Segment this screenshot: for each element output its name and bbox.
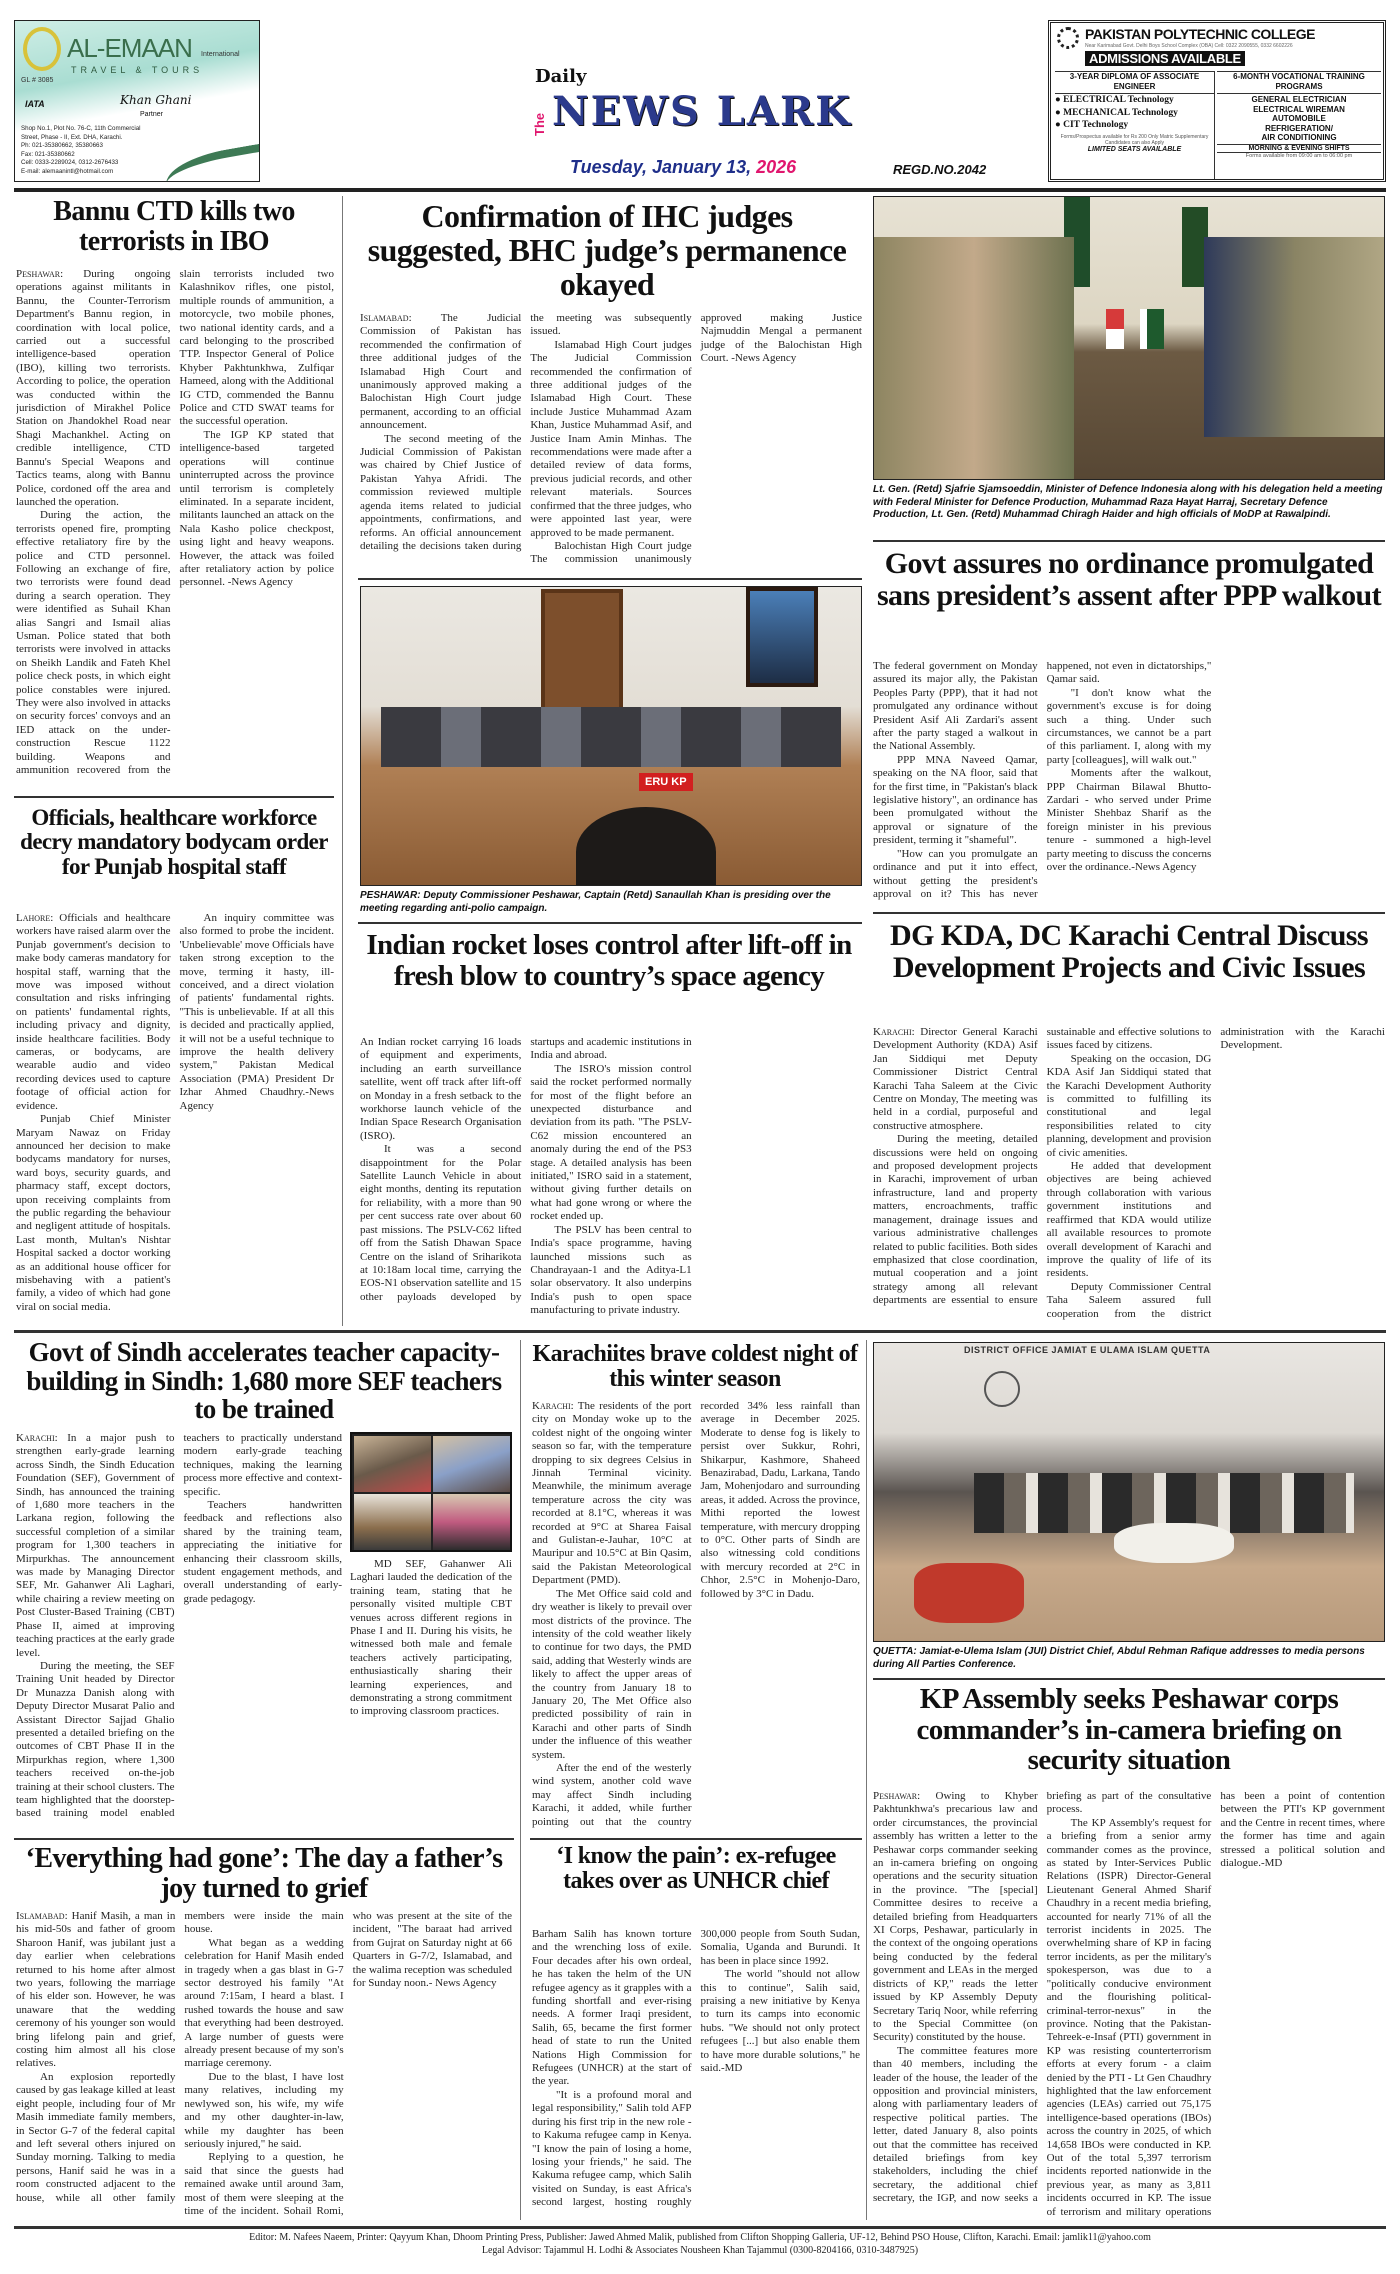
photo-quetta-conference [873, 1342, 1385, 1642]
person-foreground [914, 1563, 1024, 1623]
paragraph: : Hanif Masih, a man in his mid-50s and father of groom Sharoon Hanif, was jubilant just a day earlier when celebrations returned to his home after almost two years, following the marriage of his elder son. However, he was unaware that the wedding ceremony of his younger son would bring lifelong pain and grief, costing him almost all his close relatives. [16, 1910, 176, 2070]
dateline: Karachi [532, 1400, 571, 1412]
caption-polio: PESHAWAR: Deputy Commissioner Peshawar, Captain (Retd) Sanaullah Khan is presiding over the meeting regarding anti-polio campaign. [360, 890, 831, 914]
footer-rule [14, 2226, 1386, 2229]
diploma-heading: 3-YEAR DIPLOMA OF ASSOCIATE ENGINEER [1069, 72, 1200, 91]
ad-left-col [1055, 71, 1215, 179]
paragraph: MD SEF, Gahanwer Ali Laghari lauded the dedication of the training team, stating that he personally visited multiple CBT venues across different regions in Phase I and II. During his visits, he witnessed both male and female teachers actively participating, enthusiastically sharing their learning experiences, and demonstrating a strong commitment to improving classroom practices. [350, 1558, 512, 1718]
paragraph: The Met Office said cold and dry weather is likely to prevail over most districts of the province. The intensity of the cold weather likely to continue for two days, the PMD said, adding that Westerly winds are likely to affect the upper areas of the country from January 18 to January 20, The Met Office also predicted possibility of rain in Karachi and other parts of Sindh under the influence of this weather system. [532, 1587, 692, 1761]
photo-defence-meeting [873, 196, 1385, 480]
divider [530, 1838, 862, 1840]
masthead-date [570, 157, 796, 178]
diploma-list [1055, 93, 1214, 132]
article-cold [532, 1400, 860, 1832]
ad-list-item: ELECTRICAL WIREMAN [1253, 104, 1345, 114]
ad-list-item: GENERAL ELECTRICIAN [1251, 95, 1347, 104]
paragraph: : The residents of the port city on Monday woke up to the coldest night of the ongoing winter season so far, with the temperature dropping to six degrees Celsius in Jinnah Terminal vicinity. Meanwhile, the minimum average temperature across the city was recorded at 8.1°C, whereas it was recorded at 9°C at Sharea Faisal and Gulistan-e-Jauhar, 10°C at Mauripur and 10.5°C at Bin Qasim, said the Pakistan Meteorological Department (PMD). [532, 1400, 692, 1587]
photo-polio-meeting [360, 586, 862, 886]
paragraph: PPP MNA Naveed Qamar, speaking on the NA floor, said that for the first time, in "Pakistan's black legislative history", an ordinance has been promulgated without the approval or signature of the president, terming it "shameful". [873, 753, 1038, 847]
ad-list-item: AIR CONDITIONING [1261, 133, 1337, 142]
paragraph: Barham Salih has known torture and the wrenching loss of exile. Four decades after his own ordeal, he has taken the helm of the UN refugee agency as it grapples with a funding shortfall and ever-rising needs. A former Iraqi president, Salih, 65, became the first former head of state to run the United Nations High Commission for Refugees (UNHCR) at the start of the year. [532, 1928, 692, 2088]
paragraph: The second meeting of the Judicial Commission of Pakistan was chaired by Chief Justice of Pakistan Yahya Afridi. The commission reviewed multiple agenda items related to judicial appointments, confirmations, and reforms. An official announcement detailing the decisions taken during the meeting was subsequently issued. [360, 312, 692, 552]
paragraph: Deputy Commissioner Central Taha Saleem assured full cooperation from the district administration with the Karachi Development. [1046, 1026, 1385, 1320]
paragraph: Islamabad High Court judges The Judicial Commission recommended the confirmation of three additional judges of the Islamabad High Court. These include Justice Muhammad Azam Khan, Justice Muhammad Asif, and Justice Inam Amin Minhas. The recommendations were made after a detailed review of data forms, previous judicial records, and other relevant materials. Sources confirmed that the three judges, who were appointed last year, were approved to be made permanent. [530, 338, 692, 539]
imprint-line-2: Legal Advisor: Tajammul H. Lodhi & Associates Nousheen Khan Tajammul (0300-8204166, 0310-3487925) [481, 2245, 919, 2256]
headline-rocket: Indian rocket loses control after lift-off in fresh blow to country’s space agency [366, 929, 852, 992]
paragraph: An explosion reportedly caused by gas leakage killed at least eight people, including four of Mr Masih immediate family members, in Sector G-7 of the federal capital and left several others injured on Sunday morning. Talking to media persons, Hanif said he was in a room constructed adjacent to the house, while all other family members were inside the main house. [16, 1910, 344, 2204]
article-grief [16, 1910, 512, 2220]
article-rocket [360, 1036, 862, 1324]
headline-unhcr: ‘I know the pain’: ex-refugee takes over as UNHCR chief [556, 1843, 836, 1895]
headline-cold: Karachiites brave coldest night of this winter season [532, 1341, 858, 1393]
ad-list-item: Ph: 021-35380662, 35380663 [21, 142, 103, 149]
ad-tagline: TRAVEL & TOURS [71, 65, 204, 75]
door [541, 589, 623, 719]
headline-kda: DG KDA, DC Karachi Central Discuss Development Projects and Civic Issues [890, 919, 1368, 984]
masthead-daily: Daily [535, 66, 587, 87]
paragraph: During the meeting, detailed discussions were held on ongoing and proposed development projects in Karachi, improvement of urban infrastructure, land and property matters, encroachments, traffic management, drainage issues and various administrative challenges related to public facilities. Both sides emphasized that close coordination, mutual cooperation and a joint strategy among all relevant departments are essential to ensure sustainable and effective solutions to issues faced by citizens. [873, 1026, 1212, 1307]
ad-list-item: E-mail: alemaanintl@hotmail.com [21, 167, 114, 175]
paragraph: It was a second disappointment for the Polar Satellite Launch Vehicle in about eight months, denting its reputation for reliability, with a more than 90 per cent success rate over about 60 past missions. The PSLV-C62 lifted off from the Satish Dhawan Space Centre on the island of Sriharikota at 10:18am local time, carrying the EOS-N1 observation satellite and 15 other payloads developed by startups and academic institutions in India and abroad. [360, 1036, 692, 1303]
collage-photo [433, 1436, 510, 1492]
forms-timing: Forms available from 09:00 am to 06:00 pm [1217, 152, 1381, 159]
ad-list-item: AUTOMOBILE [1272, 114, 1326, 123]
microphone-table [1114, 1523, 1234, 1563]
ad-list-item: Cell: 0333-2289024, 0312-2676433 [21, 159, 119, 166]
pakistan-flag-icon [1140, 309, 1164, 349]
ad-person-role: Partner [140, 111, 163, 118]
column-rule [866, 1340, 867, 2220]
paragraph: The IGP KP stated that intelligence-based targeted operations will continue uninterrupted across the province until terrorism is completely eliminated. In a separate incident, militants launched an attack on the Nala Kasho police checkpost, using light and heavy weapons. However, the attack was foiled after retaliatory action by police personnel. -News Agency [179, 428, 334, 589]
divider [873, 1678, 1385, 1680]
paragraph: : Officials and healthcare workers have raised alarm over the Punjab government's decision to make body cameras mandatory for hospital staff, warning that the move was imposed without consultation and risks infringing on patients' fundamental rights, including privacy and dignity, inside healthcare facilities. Body cameras, or bodycams, are wearable audio and video recording devices used to capture footage of official action for evidence. [16, 912, 171, 1112]
paragraph: The KP Assembly's request for a briefing from a senior army commander comes as the province, as stated by Inter-Services Public Relations (ISPR) Director-General Lieutenant General Ahmed Sharif Chaudhry in a recent media briefing, accounted for nearly 71% of all the terrorist incidents in 2025. The overwhelming share of KP in facing terror incidents, as per the military's spokesperson, was due to a "politically conducive environment and the flourishing political-criminal-terror-nexus" in the province. Noting that the Pakistan-Tehreek-e-Insaf (PTI) government in KP was resisting counterterrorism efforts at every forum - a claim denied by the PTI - Lt Gen Chaudhry highlighted that the law enforcement agencies (LEAs) carried out 75,175 intelligence-based operations (IBOs) across the country in 2025, of which 14,658 IBOs were conducted in KP. Out of the total 5,397 terrorism incidents reported nationwide in the previous year, as many as 3,811 incidents occurred in KP. The issue of terrorism and military operations has been a point of contention between the PTI's KP government and the Centre in recent times, where the former has time and again stressed a political solution and dialogue.-MD [1046, 1790, 1385, 2218]
shifts: MORNING & EVENING SHIFTS [1217, 144, 1381, 152]
ad-list-item: ● ELECTRICAL Technology [1055, 95, 1174, 105]
masthead-rule [14, 188, 1386, 192]
masthead-the: The [532, 112, 547, 136]
headline-sef: Govt of Sindh accelerates teacher capacity-building in Sindh: 1,680 more SEF teachers to be trained [26, 1337, 502, 1425]
paragraph: Balochistan High Court judge The commission unanimously approved making Justice Najmuddin Mengal a permanent judge of the Balochistan High Court. -News Agency [530, 312, 862, 566]
article-bodycam [16, 912, 334, 1324]
article-sef-col3 [350, 1558, 512, 1832]
seated-officials [381, 707, 841, 767]
paragraph: Due to the blast, I have lost many relatives, including my newlywed son, his wife, my wife and my other daughter-in-law, while my daughter has been seriously injured," he said. [184, 2070, 344, 2150]
divider [873, 540, 1385, 542]
paragraph: During the action, the terrorists opened fire, prompting effective retaliatory fire by the police and CTD personnel. Following an exchange of fire, two terrorists were found dead during a search operation. They were identified as Suhail Khan alias Sangri and Ismail alias Usman. Police stated that both terrorists were involved in attacks on Sheikh Landik and Fateh Khel police check posts, in which eight police constables were injured. They were also involved in attacks on security forces' convoys and an IED attack on the under-construction Rescue 1122 building. Weapons and ammunition recovered from the slain terrorists included two Kalashnikov rifles, one pistol, multiple rounds of ammunition, a motorcycle, two mobile phones, two national identity cards, and a card belonging to the proscribed TTP. Inspector General of Police Khyber Pakhtunkhwa, Zulfiqar Hameed, along with the Additional IG CTD, commended the Bannu Police and CTD SWAT teams for the successful operation. [16, 268, 334, 777]
headline-kp: KP Assembly seeks Peshawar corps commander’s in-camera briefing on security situation [916, 1683, 1342, 1777]
paragraph: : During ongoing operations against militants in Bannu, the Counter-Terrorism Department's Bannu region, in coordination with local police, carried out a successful intelligence-based operation (IBO), killing two terrorists. According to police, the operation was conducted within the jurisdiction of Mirakhel Police Station on Jhandokhel Road near Shagi Machankhel. Acting on credible intelligence, CTD Bannu's Special Weapons and Tactics teams, along with Bannu Police, cordoned off the area and launched the operation. [16, 268, 171, 508]
headline-ordinance: Govt assures no ordinance promulgated sans president’s assent after PPP walkout [876, 547, 1382, 612]
paragraph: The ISRO's mission control said the rocket performed normally for most of the flight before an unexpected disturbance and deviation from its path. "The PSLV-C62 mission encountered an anomaly during the end of the PS3 stage. A detailed analysis has been initiated," ISRO said in a statement, without giving further details on what had gone wrong or where the rocket ended up. [530, 1062, 692, 1223]
article-kda [873, 1026, 1385, 1324]
paragraph: After the end of the westerly wind system, another cold wave may affect Sindh including Karachi, it added, while further pointing out that the country recorded 34% less rainfall than average in December 2025. Moderate to dense fog is likely to persist over Sukkur, Rohri, Shikarpur, Kashmore, Shaheed Benazirabad, Dadu, Larkana, Tando Jam, Mohenjodaro and surrounding areas, it added. Across the province, Mithi reported the lowest temperature, with mercury dropping to 0°C. Other parts of Sindh are also witnessing cold conditions with mercury recorded at 2°C in Chhor, 2.5°C in Mohenjo-Daro, followed by 3°C in Dadu. [532, 1400, 860, 1828]
headline-ihc: Confirmation of IHC judges suggested, BHC judge’s permanence okayed [367, 198, 847, 302]
article-bannu [16, 268, 334, 788]
paragraph: Moments after the walkout, PPP Chairman Bilawal Bhutto-Zardari - who served under Prime Minister Shehbaz Sharif as the foreign minister in his previous tenure - summoned a high-level party meeting to discuss the concerns over the ordinance.-News Agency [1046, 767, 1212, 874]
paragraph: An Indian rocket carrying 16 loads of equipment and experiments, including an earth surveillance satellite, went off track after lift-off on Monday in a fresh setback to the workhorse launch vehicle of the Indian Space Research Organisation (ISRO). [360, 1036, 522, 1142]
dateline: Karachi [16, 1432, 55, 1444]
admissions-banner: ADMISSIONS AVAILABLE [1085, 51, 1245, 66]
divider [14, 1838, 514, 1840]
diploma-note: Forms/Prospectus available for Rs 200 Only Matric Supplementary Candidates can also Apply [1060, 133, 1209, 146]
officials [1204, 237, 1385, 437]
paragraph: : Owing to Khyber Pakhtunkhwa's precarious law and order circumstances, the provincial assembly has written a letter to the Peshawar corps commander seeking an in-camera briefing on ongoing operations and the security situation in the province. "The [special] Committee desires to receive a detailed briefing from Headquarters XI Corps, Peshawar, particularly in the context of the ongoing operations being conducted by the federal government and LEAs in the merged districts of KP," reads the letter issued by KP Assembly Deputy Secretary Tariq Noor, while referring to the Special Committee (on Security) constituted by the house. [873, 1790, 1038, 2044]
paragraph: The world "should not allow this to continue", Salih said, praising a new initiative by Kenya to turn its camps into economic hubs. "We should not only protect refugees [...] but also enable them to have more durable solutions," he said.-MD [700, 1968, 860, 2075]
ad-list-item: Street, Phase - II, Ext. DHA, Karachi. [21, 133, 123, 141]
paragraph: He added that development objectives are being achieved through collaboration with various government institutions and reaffirmed that KDA would utilize all available resources to promote overall development of Karachi and improve the quality of life of its residents. [1046, 1160, 1212, 1280]
indonesia-flag-icon [1106, 309, 1124, 349]
paragraph: What began as a wedding celebration for Hanif Masih ended in tragedy when a gas blast in G-7 sector destroyed his family "At around 7:15am, I heard a blast. I rushed towards the house and saw that everything had been destroyed. A large number of guests were already present because of my son's marriage ceremony. [184, 1936, 344, 2070]
photo-sef-collage [350, 1432, 512, 1552]
column-rule [520, 1340, 521, 2220]
ad-intl: International [201, 51, 240, 58]
column-rule [342, 196, 343, 1326]
divider [14, 796, 334, 798]
collage-photo [354, 1494, 431, 1550]
divider [873, 912, 1385, 914]
section-rule [14, 1330, 1386, 1333]
article-unhcr [532, 1928, 860, 2220]
imprint-line-1: Editor: M. Nafees Naeem, Printer: Qayyum Khan, Dhoom Printing Press, Publisher: Jawed Ahmed Malik, published from Clifton Shopping Galleria, UF-12, Behind PSO House, Clifton, Karachi. Email: jamlik11@yahoo.com [249, 2232, 1151, 2243]
paragraph: The PSLV has been central to India's space programme, having launched missions such as Chandrayaan-1 and the Aditya-L1 solar observatory. It also underpins India's push to open space manufacturing to private industry. [530, 1223, 692, 1317]
paragraph: : Director General Karachi Development Authority (KDA) Asif Jan Siddiqui met Deputy Commissioner District Central Karachi Taha Saleem at the Civic Centre on Monday, The meeting was held in a cordial, purposeful and constructive atmosphere. [873, 1026, 1038, 1132]
paragraph: Teachers handwritten feedback and reflections also shared by the training team, appreciating the initiative for enhancing their classroom skills, student engagement methods, and overall understanding of early-grade pedagogy. [183, 1499, 342, 1605]
article-kp [873, 1790, 1385, 2220]
ad-list-item: Fax: 021-35380662 [21, 150, 75, 158]
paragraph: During the meeting, the SEF Training Unit headed by Director Dr Munazza Danish along with Deputy Director Musarat Palio and Assistant Director Sajjad Ghalio presented a detailed briefing on the outcomes of CBT Phase II in the Mirpurkhas region, where 1,300 teachers received on-the-job training at their school clusters. The team highlighted that the doorstep-based training model enabled teachers to practically understand modern early-grade teaching techniques, making the learning process more effective and context-specific. [16, 1432, 342, 1820]
dateline: Islamabad [16, 1910, 65, 1922]
regd-number: REGD.NO.2042 [893, 162, 987, 177]
paragraph: "I don't know what the government's excuse is for doing such a thing. Under such circumstances, we cannot be a part of this parliament. I, along with my party [colleagues], will walk out." [1046, 686, 1212, 766]
ad-list-item: Shop No.1, Plot No. 76-C, 11th Commercial [21, 125, 141, 132]
paragraph: The committee features more than 40 members, including the leader of the house, the leader of the opposition and provincial ministers, along with parliamentary leaders of respective political parties. The letter, dated January 8, also points out that the committee has received detailed briefings from key stakeholders, including the chief secretary, the additional chief secretary, the IGP, and now seeks a briefing as part of the consultative process. [873, 1790, 1212, 2205]
date-year: 2026 [756, 157, 797, 177]
paragraph: The federal government on Monday assured its major ally, the Pakistan Peoples Party (PPP), that it had not promulgated any ordinance without President Asif Ali Zardari's assent after the party staged a walkout in the National Assembly. [873, 660, 1038, 753]
dateline: Peshawar [873, 1790, 918, 1802]
delegation [874, 237, 1074, 480]
dateline: Lahore [16, 912, 51, 924]
headline-bannu: Bannu CTD kills two terrorists in IBO [53, 196, 295, 257]
date-text: Tuesday, January 13, [570, 157, 752, 177]
head-foreground [576, 807, 716, 886]
ad-brand: AL-EMAAN [67, 33, 192, 63]
divider [358, 922, 862, 924]
paragraph: An inquiry committee was also formed to probe the incident. 'Unbelievable' move Officials have taken strong exception to the move, terming it hasty, ill-conceived, and a direct violation of patients' fundamental rights. "This is unbelievable. If at all this is decided and practically applied, it will not be a useful technique to improve the health delivery system," Pakistan Medical Association (PMA) President Dr Izhar Ahmed Chaudhry.-News Agency [179, 912, 334, 1112]
iata-logo: IATA [25, 99, 45, 109]
article-ordinance [873, 660, 1385, 906]
article-ihc [360, 312, 862, 574]
eru-kp-placard: ERU KP [639, 773, 693, 791]
article-sef-wrap [16, 1432, 512, 1832]
dateline: Islamabad [360, 312, 409, 324]
paragraph: Speaking on the occasion, DG KDA Asif Jan Siddiqui stated that the Karachi Development Authority is committed to fulfilling its constitutional and legal responsibilities related to city planning, development and provision of civic amenities. [1046, 1052, 1212, 1159]
caption-quetta: QUETTA: Jamiat-e-Ulema Islam (JUI) District Chief, Abdul Rehman Rafique addresses to media persons during All Parties Conference. [873, 1646, 1365, 1670]
paragraph: : The Judicial Commission of Pakistan has recommended the confirmation of three additional judges of the Islamabad High Court and unanimously approved making a Balochistan High Court judge permanent, according to an official announcement. [360, 312, 522, 432]
headline-grief: ‘Everything had gone’: The day a father’s joy turned to grief [25, 1843, 503, 1904]
ad-list-item: ● MECHANICAL Technology [1055, 107, 1178, 118]
dateline: Karachi [873, 1026, 912, 1038]
college-name: PAKISTAN POLYTECHNIC COLLEGE [1085, 26, 1315, 42]
emblem-icon [984, 1371, 1020, 1407]
vocational-list [1217, 93, 1381, 143]
masthead-title: NEWS LARK [552, 88, 852, 135]
paragraph: : In a major push to strengthen early-grade learning across Sindh, the Sindh Education Foundation (SEF), Government of Sindh, has announced the training of 1,680 more teachers in the Larkana region, following the successful completion of a similar program for 1,300 teachers in Mirpurkhas. The announcement was made by Managing Director SEF, Mr. Gahanwer Ali Laghari, while chairing a review meeting on Post Cluster-Based Training (CBT) Phase II, aimed at improving teaching practices at the early grade level. [16, 1432, 175, 1659]
ad-gl: GL # 3085 [21, 77, 54, 84]
paragraph: Replying to a question, he said that since the guests had remained awake until around 3am, most of them were sleeping at the time of the incident. Sohail Romi, who was present at the site of the incident, "The baraat had arrived from Gujrat on Saturday night at 66 Quarters in G-7/2, Islamabad, and the walima reception was scheduled for Sunday noon.- News Agency [184, 1910, 512, 2217]
divider [358, 578, 862, 580]
article-sef [16, 1432, 342, 1832]
ad-al-emaan-travel [14, 20, 260, 182]
college-address: Near Karimabad Govt. Delhi Boys School Complex (OBA) Cell: 0322 2090555, 0332 6602226 [1085, 43, 1293, 49]
imprint [14, 2231, 1386, 2257]
al-emaan-logo-icon [23, 27, 61, 71]
paragraph: "It is a profound moral and legal responsibility," Salih told AFP during his first trip in the new role - to Kakuma refugee camp in Kenya. "I know the pain of losing a home, losing your friends," he said. The Kakuma refugee camp, which Salih visited on Sunday, is east Africa's second largest, hosting roughly 300,000 people from South Sudan, Somalia, Uganda and Burundi. It has been in place since 1992. [532, 1928, 860, 2209]
caption-defence: Lt. Gen. (Retd) Sjafrie Sjamsoeddin, Minister of Defence Indonesia along with his delegation held a meeting with Federal Minister for Defence Production, Muhammad Raza Hayat Harraj, Secretary Defence Production, Lt. Gen. (Retd) Muhammad Chiragh Haider and high officials of MoDP at Rawalpindi. [873, 484, 1383, 520]
headline-bodycam: Officials, healthcare workforce decry mandatory bodycam order for Punjab hospital staff [20, 805, 328, 879]
gear-logo-icon [1057, 27, 1079, 49]
ad-polytechnic-college [1048, 20, 1386, 182]
paragraph: "How can you promulgate an ordinance and put it into effect, without getting the president's approval on it? This has never happened, not even in dictatorships," Qamar said. [873, 660, 1212, 900]
office-sign: DISTRICT OFFICE JAMIAT E ULAMA ISLAM QUETTA [964, 1345, 1211, 1355]
paragraph: Punjab Chief Minister Maryam Nawaz on Friday announced her decision to make bodycams mandatory for nurses, ward boys, security guards, and pharmacy staff, except doctors, upon receiving complaints from the public regarding the behaviour and negligent attitude of hospitals. Last month, Multan's Nishtar Hospital sacked a doctor working as an additional house officer for misbehaving with a patient's family, a video of which had gone viral on social media. [16, 1113, 171, 1313]
limited-seats: LIMITED SEATS AVAILABLE [1087, 145, 1182, 153]
portrait [746, 587, 818, 687]
vocational-heading: 6-MONTH VOCATIONAL TRAINING PROGRAMS [1233, 72, 1365, 91]
ad-list-item: ● CIT Technology [1055, 120, 1129, 130]
ad-person-name: Khan Ghani [120, 93, 192, 107]
ad-list-item: REFRIGERATION/ [1265, 123, 1333, 133]
ad-right-col [1217, 71, 1381, 179]
collage-photo [433, 1494, 510, 1550]
dateline: Peshawar [16, 268, 61, 280]
collage-photo [354, 1436, 431, 1492]
